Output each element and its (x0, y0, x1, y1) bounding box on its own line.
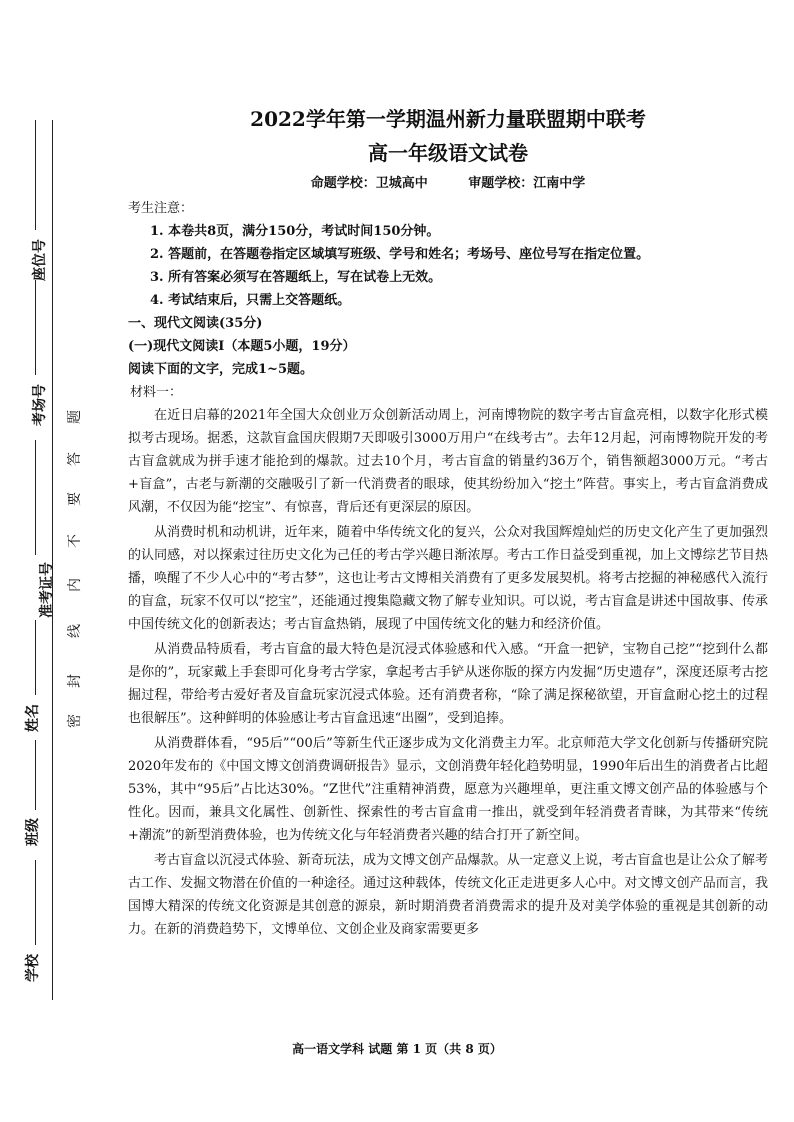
school-line (35, 860, 36, 945)
notice-item: 3. 所有答案必须写在答题纸上，写在试卷上无效。 (150, 270, 442, 285)
passage-paragraph: 考古盲盒以沉浸式体验、新奇玩法，成为文博文创产品爆款。从一定意义上说，考古盲盒也是让公众了解考古工作、发掘文物潜在价值的一种途径。通过这种载体，传统文化正走进更多人心中。对文博文创产品而言，我国博大精深的传统文化资源是其创意的源泉，新时期消费者消费需求的提升及对美学体验的重视是其创新的动力。在新的消费趋势下，文博单位、文创企业及商家需要更多 (128, 853, 768, 937)
notice-item: 2. 答题前，在答题卷指定区域填写班级、学号和姓名；考场号、座位号写在指定位置。 (150, 247, 650, 262)
class-field: 班级 (25, 818, 41, 846)
exam-title: 2022学年第一学期温州新力量联盟期中联考 (250, 107, 646, 131)
notice-item: 4. 考试结束后，只需上交答题纸。 (150, 293, 351, 308)
binding-line (52, 120, 53, 1000)
proposer-school: 命题学校：卫城高中 (310, 176, 428, 191)
seal-char: 要 (67, 492, 83, 506)
ticket-number-line (35, 440, 36, 555)
passage-paragraph: 在近日启幕的2021年全国大众创业万众创新活动周上，河南博物院的数字考古盲盒亮相，以数字化形式模拟考古现场。据悉，这款盲盒国庆假期7天即吸引3000万用户“在线考古”。去年12月起，河南博物院开发的考古盲盒就成为拼手速才能抢到的爆款。过去10个月，考古盲盒的销量约36万个，销售额超3000万元。“考古+盲盒”，古老与新潮的交融吸引了新一代消费者的眼球，使其纷纷加入“挖土”阵营。事实上，考古盲盒消费成风潮，不仅因为能“挖宝”、有惊喜，背后还有更深层的原因。 (128, 408, 768, 515)
exam-room-field: 考场号 (32, 384, 48, 426)
section-title: 一、现代文阅读(35分) (128, 316, 263, 331)
page-footer: 高一语文学科 试题 第 1 页（共 8 页） (292, 1042, 502, 1056)
class-line (35, 740, 36, 810)
notice-heading: 考生注意： (128, 201, 194, 216)
reviewer-school: 审题学校：江南中学 (468, 176, 586, 191)
seal-char: 内 (67, 578, 83, 592)
subsection-title: (一)现代文阅读Ⅰ（本题5小题，19分） (128, 339, 356, 354)
seal-char: 题 (67, 410, 83, 424)
ticket-number-field: 准考证号 (39, 562, 55, 618)
seal-char: 答 (67, 452, 83, 466)
seal-char: 线 (67, 624, 83, 638)
name-field: 姓名 (25, 704, 41, 732)
school-credits (128, 174, 768, 194)
binding-strip (0, 0, 92, 1122)
exam-subtitle: 高一年级语文试卷 (368, 141, 528, 165)
exam-page-content (128, 104, 768, 941)
passage-paragraph: 从消费群体看，“95后”“00后”等新生代正逐步成为文化消费主力军。北京师范大学文化创新与传播研究院2020年发布的《中国文博文创消费调研报告》显示，文创消费年轻化趋势明显，1990年后出生的消费者占比超53%，其中“95后”占比达30%。“Z世代”注重精神消费，愿意为兴趣埋单，更注重文博文创产品的体验感与个性化。因而，兼具文化属性、创新性、探索性的考古盲盒甫一推出，就受到年轻消费者青睐，为其带来“传统+潮流”的新型消费体验，也为传统文化与年轻消费者兴趣的结合打开了新空间。 (128, 736, 768, 843)
passage-paragraph: 从消费品特质看，考古盲盒的最大特色是沉浸式体验感和代入感。“开盒一把铲，宝物自己挖”“挖到什么都是你的”，玩家戴上手套即可化身考古学家，拿起考古手铲从迷你版的探方内发掘“历史遗存”，深度还原考古挖掘过程，带给考古爱好者及盲盒玩家沉浸式体验。还有消费者称，“除了满足探秘欲望，开盲盒耐心挖土的过程也很解压”。这种鲜明的体验感让考古盲盒迅速“出圈”，受到追捧。 (128, 642, 768, 726)
passage-paragraph: 从消费时机和动机讲，近年来，随着中华传统文化的复兴，公众对我国辉煌灿烂的历史文化产生了更加强烈的认同感，对以探索过往历史文化为己任的考古学兴趣日渐浓厚。考古工作日益受到重视，加上文博综艺节目热播，唤醒了不少人心中的“考古梦”，这也让考古文博相关消费有了更多发展契机。将考古挖掘的神秘感代入流行的盲盒，玩家不仅可以“挖宝”，还能通过搜集隐藏文物了解专业知识。可以说，考古盲盒是讲述中国故事、传承中国传统文化的创新表达；考古盲盒热销，展现了中国传统文化的魅力和经济价值。 (128, 525, 768, 632)
exam-room-line (35, 280, 36, 375)
material-label: 材料一： (130, 385, 183, 400)
school-field: 学校 (25, 954, 41, 982)
seal-notice (64, 405, 84, 735)
seal-char: 不 (67, 534, 83, 548)
reading-instruction: 阅读下面的文字，完成1~5题。 (128, 362, 313, 377)
seat-number-line (35, 120, 36, 230)
seal-char: 封 (67, 674, 83, 688)
seal-char: 密 (67, 714, 83, 728)
notice-item: 1. 本卷共8页，满分150分，考试时间150分钟。 (150, 224, 440, 239)
seat-number-field: 座位号 (32, 239, 48, 281)
name-line (35, 620, 36, 695)
